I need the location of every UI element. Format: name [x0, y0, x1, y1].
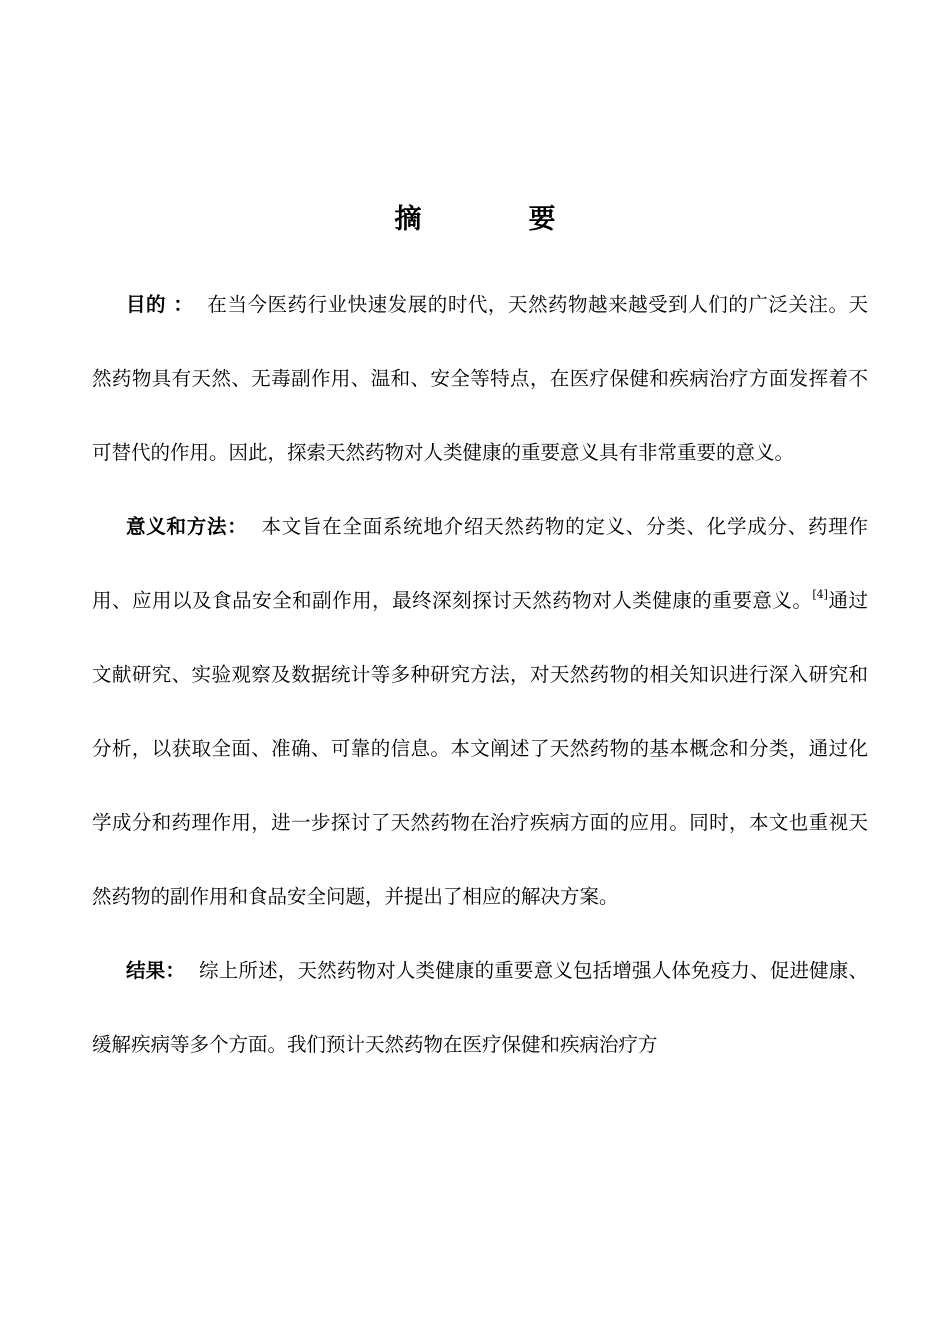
method-text-before-ref: 本文旨在全面系统地介绍天然药物的定义、分类、化学成分、药理作用、应用以及食品安全和副作用，最终深刻探讨天然药物对人类健康的重要意义。: [92, 515, 868, 612]
method-text-after-ref: 通过文献研究、实验观察及数据统计等多种研究方法，对天然药物的相关知识进行深入研究和分析，以获取全面、准确、可靠的信息。本文阐述了天然药物的基本概念和分类，通过化学成分和药理作用，进一步探讨了天然药物在治疗疾病方面的应用。同时，本文也重视天然药物的副作用和食品安全问题，并提出了相应的解决方案。: [92, 589, 868, 908]
purpose-text: 在当今医药行业快速发展的时代，天然药物越来越受到人们的广泛关注。天然药物具有天然、无毒副作用、温和、安全等特点，在医疗保健和疾病治疗方面发挥着不可替代的作用。因此，探索天然药物对人类健康的重要意义具有非常重要的意义。: [92, 293, 868, 464]
result-text: 综上所述，天然药物对人类健康的重要意义包括增强人体免疫力、促进健康、缓解疾病等多个方面。我们预计天然药物在医疗保健和疾病治疗方: [92, 959, 868, 1056]
result-paragraph: [92, 934, 868, 1082]
page-title: 摘 要: [394, 204, 596, 235]
method-paragraph: [92, 490, 868, 934]
result-label: 结果：: [126, 959, 186, 982]
citation-ref: [4]: [812, 588, 828, 601]
abstract-body: [92, 268, 868, 1082]
method-label: 意义和方法：: [126, 515, 248, 538]
purpose-paragraph: [92, 268, 868, 490]
purpose-label: 目的 ：: [126, 293, 194, 316]
